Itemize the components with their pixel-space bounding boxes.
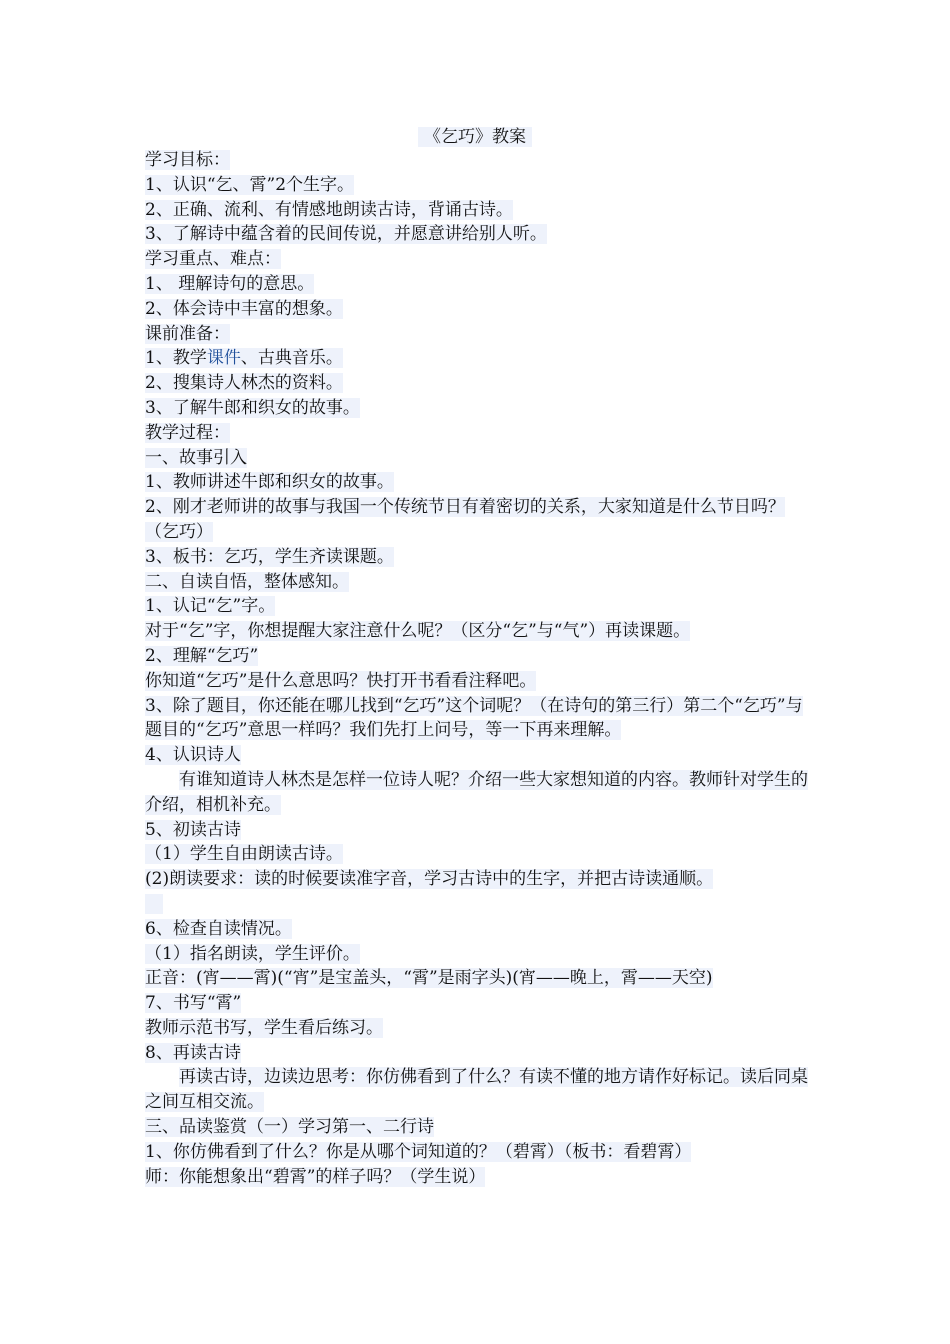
part2-item: 7、书写“霄” [145,993,242,1014]
part2-item: 对于“乞”字，你想提醒大家注意什么呢？（区分“乞”与“气”）再读课题。 [145,621,691,642]
part2-item: 再读古诗，边读边思考：你仿佛看到了什么？有读不懂的地方请作好标记。读后同桌之间互相交流。 [145,1067,808,1113]
prep-item: 2、搜集诗人林杰的资料。 [145,373,343,394]
part2-item: 有谁知道诗人林杰是怎样一位诗人呢？介绍一些大家想知道的内容。教师针对学生的介绍，相机补充。 [145,769,808,815]
part2-item: 4、认识诗人 [145,745,241,766]
part2-item: （1）指名朗读，学生评价。 [145,943,360,964]
part3-item: 师：你能想象出“碧霄”的样子吗？（学生说） [145,1166,486,1187]
key-item: 1、 理解诗句的意思。 [145,273,315,294]
part2-item: 3、除了题目，你还能在哪儿找到“乞巧”这个词呢？（在诗句的第三行）第二个“乞巧”与题目的“乞巧”意思一样吗？我们先打上问号，等一下再来理解。 [145,695,803,741]
part1-item: 1、教师讲述牛郎和织女的故事。 [145,472,394,493]
document-body [145,148,815,1189]
prep-item: 1、教学课件、古典音乐。 [145,348,343,369]
courseware-link[interactable]: 课件 [206,348,241,369]
part2-item: 你知道“乞巧”是什么意思吗？快打开书看看注释吧。 [145,670,537,691]
blank-line [145,892,815,917]
goal-item: 1、认识“乞、霄”2个生字。 [145,174,355,195]
goals-heading: 学习目标： [145,150,230,170]
part3-heading: 三、品读鉴赏（一）学习第一、二行诗 [145,1117,434,1138]
part2-item: 2、理解“乞巧” [145,645,259,666]
part1-heading: 一、故事引入 [145,447,247,468]
part2-item: 正音：(宵——霄)(“宵”是宝盖头，“霄”是雨字头)(宵——晚上，霄——天空) [145,968,713,989]
part2-item: 6、检查自读情况。 [145,918,292,939]
document-title: 《乞巧》教案 [0,124,950,150]
goal-item: 2、正确、流利、有情感地朗读古诗，背诵古诗。 [145,199,513,220]
part2-item: 5、初读古诗 [145,819,241,840]
prep-item: 3、了解牛郎和织女的故事。 [145,397,360,418]
key-heading: 学习重点、难点： [145,249,281,270]
part2-item: 8、再读古诗 [145,1042,241,1063]
process-heading: 教学过程： [145,422,230,443]
part3-item: 1、你仿佛看到了什么？你是从哪个词知道的？（碧霄）（板书：看碧霄） [145,1141,692,1162]
part1-item: 3、板书：乞巧，学生齐读课题。 [145,546,394,567]
part2-item: (2)朗读要求：读的时候要读准字音，学习古诗中的生字，并把古诗读通顺。 [145,869,714,890]
part2-item: 教师示范书写，学生看后练习。 [145,1017,383,1038]
part2-item: （1）学生自由朗读古诗。 [145,844,343,865]
part2-item: 1、认记“乞”字。 [145,596,276,617]
part1-item: 2、刚才老师讲的故事与我国一个传统节日有着密切的关系，大家知道是什么节日吗？（乞巧） [145,497,785,542]
key-item: 2、体会诗中丰富的想象。 [145,298,343,319]
part2-heading: 二、自读自悟，整体感知。 [145,571,349,592]
goal-item: 3、了解诗中蕴含着的民间传说，并愿意讲给别人听。 [145,224,547,245]
prep-heading: 课前准备： [145,323,230,344]
